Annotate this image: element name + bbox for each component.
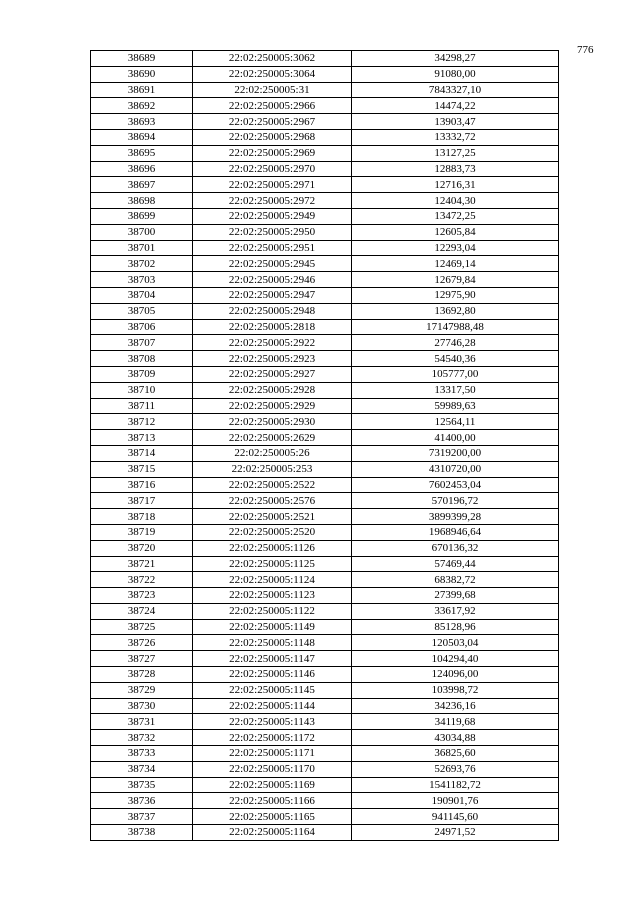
table-row xyxy=(91,777,559,793)
cadastral-number-cell: 22:02:250005:2929 xyxy=(193,398,352,414)
cadastral-number-cell: 22:02:250005:1146 xyxy=(193,667,352,683)
value-cell: 12716,31 xyxy=(352,177,559,193)
row-number-cell: 38690 xyxy=(91,66,193,82)
table-row xyxy=(91,746,559,762)
value-cell: 4310720,00 xyxy=(352,461,559,477)
cadastral-number-cell: 22:02:250005:1126 xyxy=(193,540,352,556)
table-row xyxy=(91,256,559,272)
row-number-cell: 38725 xyxy=(91,619,193,635)
table-row xyxy=(91,145,559,161)
table-row xyxy=(91,272,559,288)
table-row xyxy=(91,129,559,145)
cadastral-number-cell: 22:02:250005:1145 xyxy=(193,682,352,698)
row-number-cell: 38709 xyxy=(91,366,193,382)
table-row xyxy=(91,619,559,635)
value-cell: 1541182,72 xyxy=(352,777,559,793)
row-number-cell: 38734 xyxy=(91,761,193,777)
cadastral-number-cell: 22:02:250005:2927 xyxy=(193,366,352,382)
table-row xyxy=(91,98,559,114)
cadastral-number-cell: 22:02:250005:2947 xyxy=(193,287,352,303)
table-row xyxy=(91,809,559,825)
table-row xyxy=(91,761,559,777)
table-row xyxy=(91,66,559,82)
table-row xyxy=(91,351,559,367)
cadastral-number-cell: 22:02:250005:1165 xyxy=(193,809,352,825)
value-cell: 91080,00 xyxy=(352,66,559,82)
row-number-cell: 38693 xyxy=(91,114,193,130)
cadastral-number-cell: 22:02:250005:1170 xyxy=(193,761,352,777)
cadastral-number-cell: 22:02:250005:2522 xyxy=(193,477,352,493)
row-number-cell: 38701 xyxy=(91,240,193,256)
table-row xyxy=(91,161,559,177)
cadastral-number-cell: 22:02:250005:1171 xyxy=(193,746,352,762)
row-number-cell: 38711 xyxy=(91,398,193,414)
table-row xyxy=(91,540,559,556)
value-cell: 14474,22 xyxy=(352,98,559,114)
cadastral-number-cell: 22:02:250005:1124 xyxy=(193,572,352,588)
value-cell: 12404,30 xyxy=(352,193,559,209)
row-number-cell: 38708 xyxy=(91,351,193,367)
table-row xyxy=(91,335,559,351)
row-number-cell: 38737 xyxy=(91,809,193,825)
table-row xyxy=(91,825,559,841)
cadastral-number-cell: 22:02:250005:2922 xyxy=(193,335,352,351)
cadastral-number-cell: 22:02:250005:31 xyxy=(193,82,352,98)
row-number-cell: 38729 xyxy=(91,682,193,698)
table-row xyxy=(91,193,559,209)
value-cell: 3899399,28 xyxy=(352,509,559,525)
value-cell: 120503,04 xyxy=(352,635,559,651)
cadastral-number-cell: 22:02:250005:2967 xyxy=(193,114,352,130)
cadastral-number-cell: 22:02:250005:1147 xyxy=(193,651,352,667)
value-cell: 52693,76 xyxy=(352,761,559,777)
row-number-cell: 38718 xyxy=(91,509,193,525)
table-row xyxy=(91,524,559,540)
value-cell: 33617,92 xyxy=(352,603,559,619)
cadastral-number-cell: 22:02:250005:2951 xyxy=(193,240,352,256)
table-row xyxy=(91,493,559,509)
row-number-cell: 38722 xyxy=(91,572,193,588)
row-number-cell: 38730 xyxy=(91,698,193,714)
row-number-cell: 38702 xyxy=(91,256,193,272)
cadastral-number-cell: 22:02:250005:2971 xyxy=(193,177,352,193)
value-cell: 570196,72 xyxy=(352,493,559,509)
cadastral-number-cell: 22:02:250005:2972 xyxy=(193,193,352,209)
cadastral-number-cell: 22:02:250005:3064 xyxy=(193,66,352,82)
table-body xyxy=(91,51,559,841)
table-row xyxy=(91,651,559,667)
cadastral-number-cell: 22:02:250005:253 xyxy=(193,461,352,477)
cadastral-number-cell: 22:02:250005:1123 xyxy=(193,588,352,604)
value-cell: 24971,52 xyxy=(352,825,559,841)
table-row xyxy=(91,477,559,493)
cadastral-number-cell: 22:02:250005:2970 xyxy=(193,161,352,177)
value-cell: 7602453,04 xyxy=(352,477,559,493)
cadastral-number-cell: 22:02:250005:2818 xyxy=(193,319,352,335)
table-row xyxy=(91,208,559,224)
cadastral-number-cell: 22:02:250005:1166 xyxy=(193,793,352,809)
table-row xyxy=(91,445,559,461)
cadastral-number-cell: 22:02:250005:2576 xyxy=(193,493,352,509)
value-cell: 34236,16 xyxy=(352,698,559,714)
row-number-cell: 38712 xyxy=(91,414,193,430)
value-cell: 12679,84 xyxy=(352,272,559,288)
value-cell: 13692,80 xyxy=(352,303,559,319)
table-row xyxy=(91,588,559,604)
table-row xyxy=(91,461,559,477)
row-number-cell: 38706 xyxy=(91,319,193,335)
row-number-cell: 38710 xyxy=(91,382,193,398)
table-row xyxy=(91,177,559,193)
value-cell: 12564,11 xyxy=(352,414,559,430)
row-number-cell: 38727 xyxy=(91,651,193,667)
table-row xyxy=(91,556,559,572)
cadastral-number-cell: 22:02:250005:1172 xyxy=(193,730,352,746)
value-cell: 13472,25 xyxy=(352,208,559,224)
table-row xyxy=(91,366,559,382)
row-number-cell: 38703 xyxy=(91,272,193,288)
cadastral-number-cell: 22:02:250005:2629 xyxy=(193,430,352,446)
cadastral-number-cell: 22:02:250005:26 xyxy=(193,445,352,461)
row-number-cell: 38694 xyxy=(91,129,193,145)
row-number-cell: 38691 xyxy=(91,82,193,98)
table-row xyxy=(91,303,559,319)
value-cell: 12883,73 xyxy=(352,161,559,177)
value-cell: 68382,72 xyxy=(352,572,559,588)
value-cell: 34119,68 xyxy=(352,714,559,730)
row-number-cell: 38735 xyxy=(91,777,193,793)
value-cell: 124096,00 xyxy=(352,667,559,683)
table-row xyxy=(91,414,559,430)
row-number-cell: 38692 xyxy=(91,98,193,114)
cadastral-number-cell: 22:02:250005:2950 xyxy=(193,224,352,240)
cadastral-number-cell: 22:02:250005:2930 xyxy=(193,414,352,430)
row-number-cell: 38733 xyxy=(91,746,193,762)
row-number-cell: 38716 xyxy=(91,477,193,493)
table-row xyxy=(91,572,559,588)
row-number-cell: 38705 xyxy=(91,303,193,319)
row-number-cell: 38704 xyxy=(91,287,193,303)
cadastral-number-cell: 22:02:250005:2949 xyxy=(193,208,352,224)
row-number-cell: 38696 xyxy=(91,161,193,177)
value-cell: 59989,63 xyxy=(352,398,559,414)
row-number-cell: 38719 xyxy=(91,524,193,540)
value-cell: 12293,04 xyxy=(352,240,559,256)
row-number-cell: 38728 xyxy=(91,667,193,683)
cadastral-number-cell: 22:02:250005:1148 xyxy=(193,635,352,651)
row-number-cell: 38715 xyxy=(91,461,193,477)
table-row xyxy=(91,603,559,619)
value-cell: 12975,90 xyxy=(352,287,559,303)
table-row xyxy=(91,382,559,398)
table-row xyxy=(91,51,559,67)
cadastral-number-cell: 22:02:250005:2945 xyxy=(193,256,352,272)
cadastral-number-cell: 22:02:250005:1125 xyxy=(193,556,352,572)
table-row xyxy=(91,509,559,525)
row-number-cell: 38695 xyxy=(91,145,193,161)
row-number-cell: 38699 xyxy=(91,208,193,224)
cadastral-number-cell: 22:02:250005:2946 xyxy=(193,272,352,288)
table-row xyxy=(91,430,559,446)
cadastral-number-cell: 22:02:250005:2968 xyxy=(193,129,352,145)
cadastral-number-cell: 22:02:250005:1149 xyxy=(193,619,352,635)
cadastral-number-cell: 22:02:250005:2948 xyxy=(193,303,352,319)
row-number-cell: 38697 xyxy=(91,177,193,193)
table-row xyxy=(91,698,559,714)
cadastral-number-cell: 22:02:250005:2969 xyxy=(193,145,352,161)
table-row xyxy=(91,224,559,240)
value-cell: 43034,88 xyxy=(352,730,559,746)
value-cell: 7319200,00 xyxy=(352,445,559,461)
table-row xyxy=(91,114,559,130)
cadastral-number-cell: 22:02:250005:3062 xyxy=(193,51,352,67)
row-number-cell: 38721 xyxy=(91,556,193,572)
value-cell: 1968946,64 xyxy=(352,524,559,540)
value-cell: 105777,00 xyxy=(352,366,559,382)
value-cell: 7843327,10 xyxy=(352,82,559,98)
cadastral-number-cell: 22:02:250005:2928 xyxy=(193,382,352,398)
cadastral-number-cell: 22:02:250005:1122 xyxy=(193,603,352,619)
value-cell: 34298,27 xyxy=(352,51,559,67)
value-cell: 13332,72 xyxy=(352,129,559,145)
row-number-cell: 38707 xyxy=(91,335,193,351)
row-number-cell: 38723 xyxy=(91,588,193,604)
page-number: 776 xyxy=(577,44,594,56)
row-number-cell: 38726 xyxy=(91,635,193,651)
row-number-cell: 38689 xyxy=(91,51,193,67)
value-cell: 190901,76 xyxy=(352,793,559,809)
table-row xyxy=(91,682,559,698)
value-cell: 12469,14 xyxy=(352,256,559,272)
row-number-cell: 38713 xyxy=(91,430,193,446)
cadastral-number-cell: 22:02:250005:1164 xyxy=(193,825,352,841)
value-cell: 27399,68 xyxy=(352,588,559,604)
value-cell: 12605,84 xyxy=(352,224,559,240)
value-cell: 36825,60 xyxy=(352,746,559,762)
value-cell: 27746,28 xyxy=(352,335,559,351)
cadastral-number-cell: 22:02:250005:1143 xyxy=(193,714,352,730)
value-cell: 17147988,48 xyxy=(352,319,559,335)
value-cell: 54540,36 xyxy=(352,351,559,367)
table-row xyxy=(91,319,559,335)
row-number-cell: 38732 xyxy=(91,730,193,746)
value-cell: 941145,60 xyxy=(352,809,559,825)
value-cell: 13903,47 xyxy=(352,114,559,130)
row-number-cell: 38738 xyxy=(91,825,193,841)
table-row xyxy=(91,793,559,809)
table-row xyxy=(91,287,559,303)
row-number-cell: 38714 xyxy=(91,445,193,461)
table-row xyxy=(91,667,559,683)
table-row xyxy=(91,635,559,651)
row-number-cell: 38720 xyxy=(91,540,193,556)
cadastral-number-cell: 22:02:250005:1169 xyxy=(193,777,352,793)
cadastral-number-cell: 22:02:250005:2966 xyxy=(193,98,352,114)
value-cell: 670136,32 xyxy=(352,540,559,556)
table-row xyxy=(91,714,559,730)
value-cell: 41400,00 xyxy=(352,430,559,446)
value-cell: 57469,44 xyxy=(352,556,559,572)
table-row xyxy=(91,240,559,256)
table-row xyxy=(91,82,559,98)
row-number-cell: 38700 xyxy=(91,224,193,240)
value-cell: 103998,72 xyxy=(352,682,559,698)
row-number-cell: 38717 xyxy=(91,493,193,509)
row-number-cell: 38698 xyxy=(91,193,193,209)
table-row xyxy=(91,398,559,414)
cadastral-number-cell: 22:02:250005:1144 xyxy=(193,698,352,714)
cadastral-number-cell: 22:02:250005:2520 xyxy=(193,524,352,540)
row-number-cell: 38731 xyxy=(91,714,193,730)
value-cell: 104294,40 xyxy=(352,651,559,667)
value-cell: 13127,25 xyxy=(352,145,559,161)
row-number-cell: 38724 xyxy=(91,603,193,619)
row-number-cell: 38736 xyxy=(91,793,193,809)
value-cell: 13317,50 xyxy=(352,382,559,398)
cadastre-table xyxy=(90,50,559,841)
table-row xyxy=(91,730,559,746)
value-cell: 85128,96 xyxy=(352,619,559,635)
cadastral-number-cell: 22:02:250005:2923 xyxy=(193,351,352,367)
cadastral-number-cell: 22:02:250005:2521 xyxy=(193,509,352,525)
